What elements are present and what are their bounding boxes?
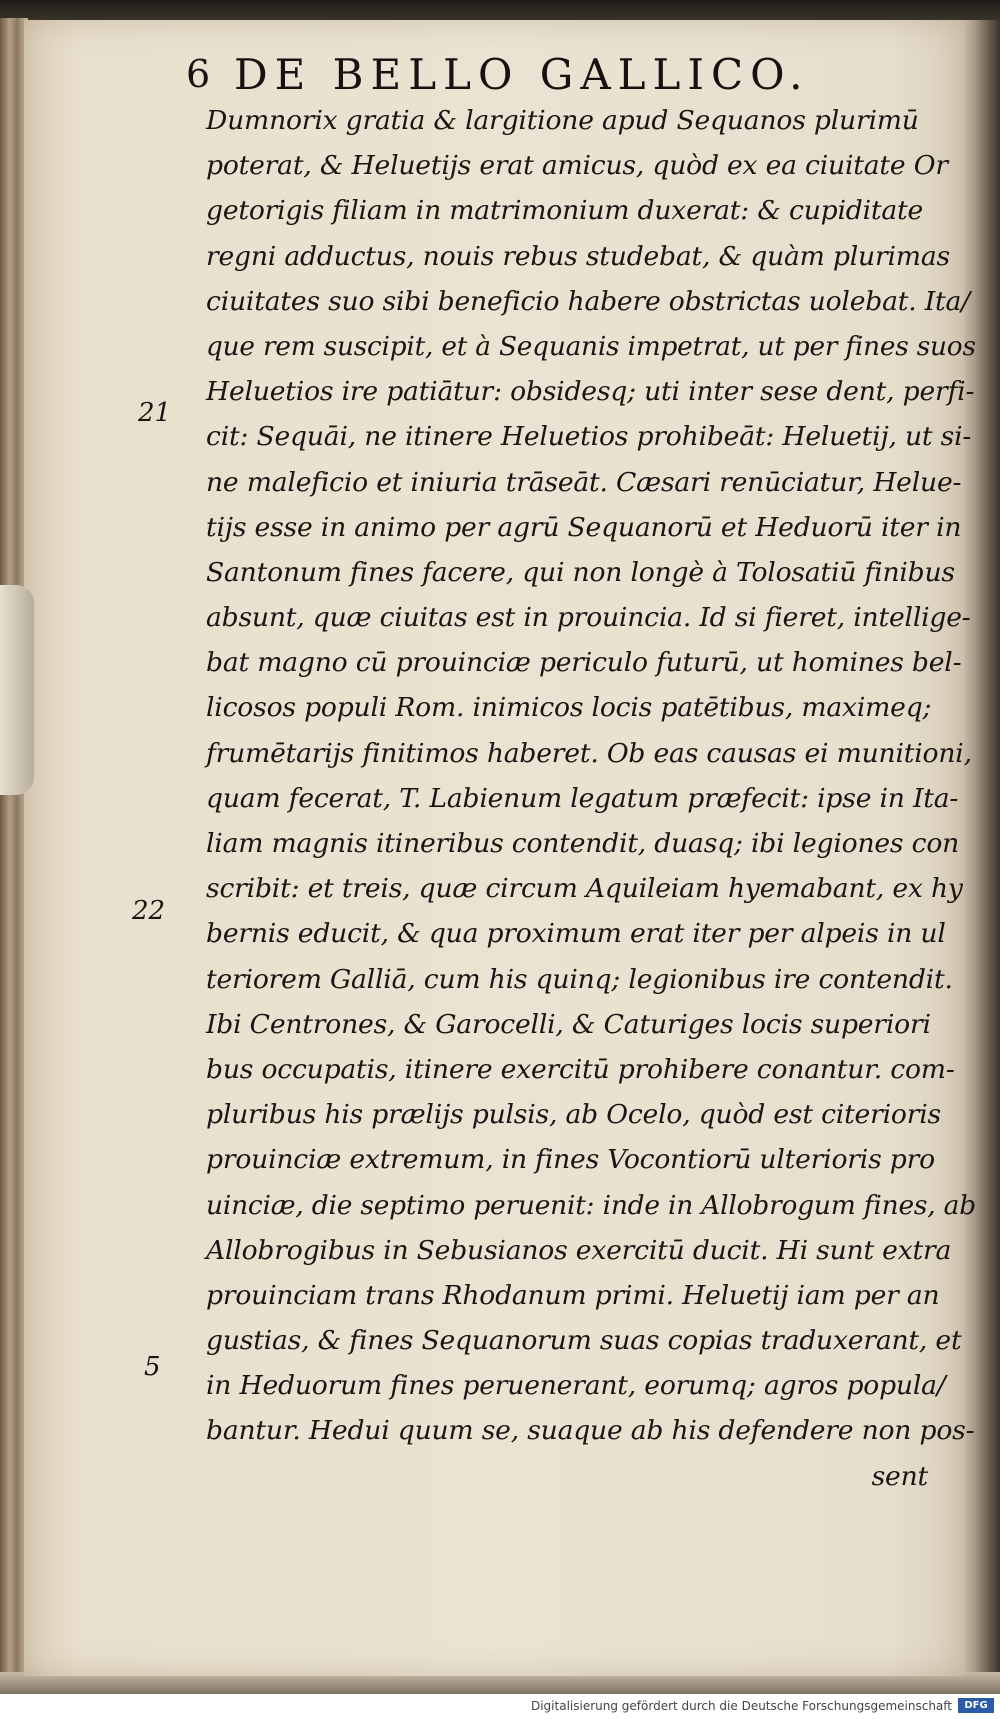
dfg-logo: DFG <box>958 1698 994 1713</box>
margin-note-21: 21 <box>138 398 172 428</box>
scan-background-top <box>0 0 1000 22</box>
text-line: getorigis filiam in matrimonium duxerat: & cupiditate <box>206 195 924 227</box>
text-line: liam magnis itineribus contendit, duasq; ibi legiones con <box>206 828 960 859</box>
text-line: ciuitates suo sibi beneficio habere obstrictas uolebat. Ita/ <box>206 285 970 317</box>
text-line: poterat, & Heluetijs erat amicus, quòd ex ea ciuitate Or <box>206 150 948 182</box>
text-line: Ibi Centrones, & Garocelli, & Caturiges locis superiori <box>206 1008 931 1040</box>
text-line: Allobrogibus in Sebusianos exercitū ducit. Hi sunt extra <box>206 1234 952 1266</box>
text-line: absunt, quæ ciuitas est in prouincia. Id si fieret, intellige- <box>206 602 971 634</box>
text-line: frumētarijs finitimos haberet. Ob eas causas ei munitioni, <box>206 737 972 769</box>
text-line: licosos populi Rom. inimicos locis patētibus, maximeq; <box>206 692 932 724</box>
text-line: Dumnorix gratia & largitione apud Sequanos plurimū <box>206 105 919 136</box>
digitization-credit: Digitalisierung gefördert durch die Deutsche Forschungsgemeinschaft <box>530 1699 952 1713</box>
text-line: ne maleficio et iniuria trāseāt. Cæsari renūciatur, Helue- <box>206 466 962 498</box>
page-number: 6 <box>186 52 211 96</box>
text-line: prouinciam trans Rhodanum primi. Heluetij iam per an <box>206 1279 940 1311</box>
text-line: Santonum fines facere, qui non longè à Tolosatiū finibus <box>206 556 955 588</box>
text-line: bus occupatis, itinere exercitū prohibere conantur. com- <box>206 1053 955 1085</box>
text-block <box>206 98 976 1499</box>
text-line: bantur. Hedui quum se, suaque ab his defendere non pos- <box>206 1415 975 1447</box>
text-line: Heluetios ire patiātur: obsidesq; uti inter sese dent, perfi- <box>206 376 975 408</box>
text-line: gustias, & fines Sequanorum suas copias traduxerant, et <box>206 1325 962 1357</box>
text-line: que rem suscipit, et à Sequanis impetrat, ut per fines suos <box>206 330 976 362</box>
margin-note-5: 5 <box>144 1352 161 1382</box>
text-line: regni adductus, nouis rebus studebat, & quàm plurimas <box>206 240 950 272</box>
text-line: pluribus his prælijs pulsis, ab Ocelo, quòd est citerioris <box>206 1099 941 1131</box>
text-line: in Heduorum fines peruenerant, eorumq; agros popula/ <box>206 1370 946 1402</box>
text-line: bernis educit, & qua proximum erat iter per alpeis in ul <box>206 918 946 950</box>
text-line: cit: Sequāi, ne itinere Heluetios prohibeāt: Heluetij, ut si- <box>206 421 972 453</box>
text-line: bat magno cū prouinciæ periculo futurū, ut homines bel- <box>206 647 962 679</box>
text-line: quam fecerat, T. Labienum legatum præfecit: ipse in Ita- <box>206 782 959 814</box>
text-line: teriorem Galliā, cum his quinq; legionibus ire contendit. <box>206 963 953 995</box>
bookmark-ribbon <box>0 585 34 795</box>
text-line: prouinciæ extremum, in fines Vocontiorū ulterioris pro <box>206 1144 935 1176</box>
text-line: sent <box>871 1460 928 1492</box>
text-line: tijs esse in animo per agrū Sequanorū et Heduorū iter in <box>206 511 962 543</box>
text-line: scribit: et treis, quæ circum Aquileiam hyemabant, ex hy <box>206 873 963 905</box>
text-line: uinciæ, die septimo peruenit: inde in Allobrogum fines, ab <box>206 1189 976 1221</box>
book-page <box>24 20 976 1676</box>
running-head: DE BELLO GALLICO. <box>234 50 810 99</box>
margin-note-22: 22 <box>132 896 166 926</box>
